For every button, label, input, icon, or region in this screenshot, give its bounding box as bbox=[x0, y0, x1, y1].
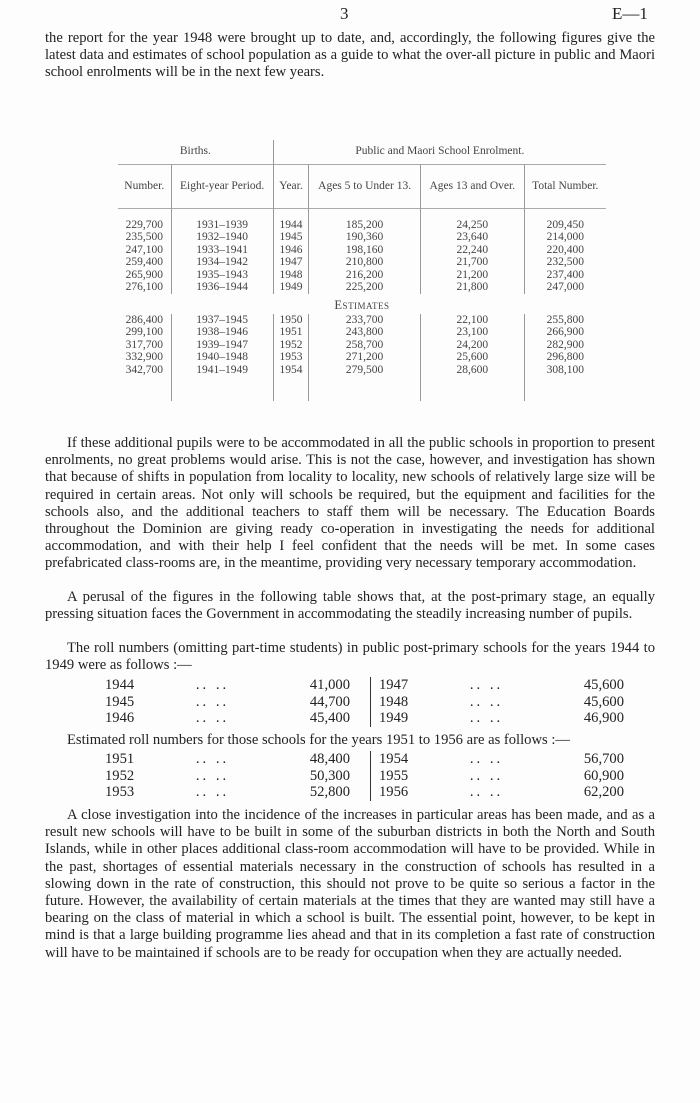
roll-value: 45,400 bbox=[309, 710, 350, 726]
roll-year: 1951 bbox=[105, 751, 135, 767]
table-row bbox=[118, 256, 606, 269]
roll-value: 50,300 bbox=[309, 767, 350, 784]
column-header: Ages 13 and Over. bbox=[420, 164, 524, 208]
roll-value: 45,600 bbox=[583, 677, 624, 693]
roll-year: 1952 bbox=[105, 767, 135, 784]
table-row bbox=[118, 364, 606, 377]
table-cell: 1952 bbox=[273, 339, 309, 352]
table-cell: 237,400 bbox=[524, 269, 606, 282]
table-cell: 233,700 bbox=[309, 314, 421, 327]
leader-dots: .. .. bbox=[195, 784, 230, 800]
table-cell: 1935–1943 bbox=[171, 269, 273, 282]
roll-year: 1944 bbox=[105, 677, 135, 693]
roll-row bbox=[105, 694, 635, 711]
paragraph-post-primary: A perusal of the figures in the following table shows that, at the post-primary stage, an equally pressing situation faces the Government in accommodating the steadily increasing number of pupils. bbox=[45, 589, 655, 623]
leader-dots: .. .. bbox=[469, 751, 504, 767]
leader-dots: .. .. bbox=[195, 693, 230, 710]
roll-value: 62,200 bbox=[583, 784, 624, 800]
column-header: Ages 5 to Under 13. bbox=[309, 164, 421, 208]
roll-list-estimated bbox=[105, 751, 635, 801]
column-header: Eight-year Period. bbox=[171, 164, 273, 208]
table-cell: 1951 bbox=[273, 326, 309, 339]
table-row bbox=[118, 269, 606, 282]
table-cell: 258,700 bbox=[309, 339, 421, 352]
table-cell: 1948 bbox=[273, 269, 309, 282]
table-cell: 1937–1945 bbox=[171, 314, 273, 327]
roll-year: 1947 bbox=[379, 677, 409, 693]
table-cell: 1932–1940 bbox=[171, 231, 273, 244]
column-header: Year. bbox=[273, 164, 309, 208]
table-cell: 21,800 bbox=[420, 281, 524, 294]
table-cell: 216,200 bbox=[309, 269, 421, 282]
paragraph-accommodation: If these additional pupils were to be accommodated in all the public schools in proportion to present enrolments, no great problems would arise. This is not the case, however, and investigation has shown that because of shifts in population from locality to locality, new schools of relatively large size will be required in certain areas. Not only will schools be required, but the equipment and facilities for the schools also, and the additional teachers to staff them will be necessary. The Education Boards throughout the Dominion are giving ready co-operation in investigating the needs for additional accommodation, and with their help I feel confident that the needs will be met. In some cases prefabricated class-rooms are, in the meantime, providing very necessary temporary accommodation. bbox=[45, 435, 655, 572]
table-cell: 1934–1942 bbox=[171, 256, 273, 269]
leader-dots: .. .. bbox=[469, 710, 504, 726]
table-cell: 1950 bbox=[273, 314, 309, 327]
roll-value: 52,800 bbox=[309, 784, 350, 800]
table-row bbox=[118, 231, 606, 244]
table-row bbox=[118, 326, 606, 339]
roll-value: 45,600 bbox=[583, 693, 624, 710]
table-cell: 247,000 bbox=[524, 281, 606, 294]
column-header: Number. bbox=[124, 179, 165, 192]
leader-dots: .. .. bbox=[195, 767, 230, 784]
table-cell: 342,700 bbox=[125, 364, 163, 377]
roll-year: 1954 bbox=[379, 751, 409, 767]
table-row bbox=[118, 351, 606, 364]
roll-value: 56,700 bbox=[583, 751, 624, 767]
paragraph-roll-numbers: The roll numbers (omitting part-time students) in public post-primary schools for the years 1944 to 1949 were as follows :— bbox=[45, 640, 655, 674]
table-cell: 259,400 bbox=[125, 256, 163, 269]
births-group-header: Births. bbox=[179, 145, 211, 158]
table-cell: 24,250 bbox=[420, 208, 524, 231]
estimates-label: Estimates bbox=[334, 298, 390, 313]
leader-dots: .. .. bbox=[195, 677, 230, 693]
table-cell: 1946 bbox=[273, 244, 309, 257]
leader-dots: .. .. bbox=[469, 767, 504, 784]
table-cell: 23,640 bbox=[420, 231, 524, 244]
table-cell: 229,700 bbox=[125, 218, 163, 231]
table-row bbox=[118, 244, 606, 257]
table-cell: 21,200 bbox=[420, 269, 524, 282]
column-header: Total Number. bbox=[524, 164, 606, 208]
leader-dots: .. .. bbox=[195, 751, 230, 767]
school-population-table bbox=[118, 140, 606, 401]
table-cell: 265,900 bbox=[125, 268, 163, 281]
roll-year: 1949 bbox=[379, 710, 409, 726]
table-cell: 296,800 bbox=[524, 351, 606, 364]
table-cell: 1933–1941 bbox=[171, 244, 273, 257]
paragraph-estimated-roll: Estimated roll numbers for those schools for the years 1951 to 1956 are as follows :— bbox=[67, 732, 570, 748]
table-cell: 276,100 bbox=[125, 281, 163, 294]
table-cell: 1938–1946 bbox=[171, 326, 273, 339]
table-cell: 299,100 bbox=[125, 326, 163, 339]
table-cell: 271,200 bbox=[309, 351, 421, 364]
roll-row bbox=[105, 677, 635, 694]
table-row bbox=[118, 314, 606, 327]
table-cell: 332,900 bbox=[125, 351, 163, 364]
table-cell: 24,200 bbox=[420, 339, 524, 352]
table-cell: 1947 bbox=[273, 256, 309, 269]
roll-row bbox=[105, 710, 635, 727]
paragraph-investigation: A close investigation into the incidence of the increases in particular areas has been made, and as a result new schools will have to be built in some of the suburban districts in both the North and South Islands, while in other places additional class-room accommodation will have to be provided. While in the past, shortages of essential materials necessary in the construction of schools has resulted in a slowing down in the rate of construction, this should not prove to be quite so serious a factor in the future. However, the availability of certain materials at the times that they are wanted may still have a bearing on the class of material in which a school is built. The essential point, however, to be kept in mind is that a large building programme lies ahead and that in its completion a fast rate of construction will have to be maintained if schools are to be ready for occupation when they are actually needed. bbox=[45, 807, 655, 961]
intro-paragraph: the report for the year 1948 were brought up to date, and, accordingly, the following figures give the latest data and estimates of school population as a guide to what the over-all picture in public and Maori school enrolments will be in the next few years. bbox=[45, 30, 655, 81]
roll-year: 1945 bbox=[105, 693, 135, 710]
roll-list-actual bbox=[105, 677, 635, 727]
table-cell: 23,100 bbox=[420, 326, 524, 339]
table-cell: 25,600 bbox=[420, 351, 524, 364]
roll-row bbox=[105, 751, 635, 768]
table-cell: 1939–1947 bbox=[171, 339, 273, 352]
table-cell: 308,100 bbox=[524, 364, 606, 377]
roll-year: 1953 bbox=[105, 784, 135, 800]
table-cell: 198,160 bbox=[309, 244, 421, 257]
table-cell: 22,100 bbox=[420, 314, 524, 327]
table-cell: 22,240 bbox=[420, 244, 524, 257]
table-cell: 210,800 bbox=[309, 256, 421, 269]
roll-value: 60,900 bbox=[583, 767, 624, 784]
table-cell: 185,200 bbox=[309, 208, 421, 231]
leader-dots: .. .. bbox=[469, 784, 504, 800]
table-cell: 1954 bbox=[273, 364, 309, 377]
table-row bbox=[118, 208, 606, 231]
table-row bbox=[118, 281, 606, 294]
table-cell: 1945 bbox=[273, 231, 309, 244]
table-cell: 21,700 bbox=[420, 256, 524, 269]
roll-value: 48,400 bbox=[309, 751, 350, 767]
table-cell: 286,400 bbox=[125, 313, 163, 326]
roll-value: 41,000 bbox=[309, 677, 350, 693]
table-cell: 282,900 bbox=[524, 339, 606, 352]
table-cell: 1953 bbox=[273, 351, 309, 364]
table-cell: 255,800 bbox=[524, 314, 606, 327]
roll-row bbox=[105, 768, 635, 785]
roll-value: 46,900 bbox=[583, 710, 624, 726]
table-cell: 1936–1944 bbox=[171, 281, 273, 294]
table-cell: 235,500 bbox=[125, 231, 163, 244]
table-cell: 1941–1949 bbox=[171, 364, 273, 377]
leader-dots: .. .. bbox=[195, 710, 230, 726]
table-cell: 1949 bbox=[273, 281, 309, 294]
table-cell: 190,360 bbox=[309, 231, 421, 244]
table-cell: 317,700 bbox=[125, 338, 163, 351]
table-cell: 1944 bbox=[273, 208, 309, 231]
roll-year: 1948 bbox=[379, 693, 409, 710]
enrolment-group-header: Public and Maori School Enrolment. bbox=[273, 140, 606, 164]
table-cell: 279,500 bbox=[309, 364, 421, 377]
table-cell: 1940–1948 bbox=[171, 351, 273, 364]
roll-year: 1956 bbox=[379, 784, 409, 800]
table-cell: 232,500 bbox=[524, 256, 606, 269]
leader-dots: .. .. bbox=[469, 677, 504, 693]
table-cell: 214,000 bbox=[524, 231, 606, 244]
roll-year: 1946 bbox=[105, 710, 135, 726]
page-number: 3 bbox=[340, 4, 349, 23]
section-code: E—1 bbox=[612, 4, 648, 23]
table-cell: 209,450 bbox=[524, 208, 606, 231]
roll-year: 1955 bbox=[379, 767, 409, 784]
table-row bbox=[118, 339, 606, 352]
table-cell: 28,600 bbox=[420, 364, 524, 377]
table-cell: 247,100 bbox=[125, 243, 163, 256]
table-cell: 220,400 bbox=[524, 244, 606, 257]
roll-value: 44,700 bbox=[309, 693, 350, 710]
table-cell: 1931–1939 bbox=[171, 208, 273, 231]
table-cell: 225,200 bbox=[309, 281, 421, 294]
table-cell: 243,800 bbox=[309, 326, 421, 339]
roll-row bbox=[105, 784, 635, 801]
leader-dots: .. .. bbox=[469, 693, 504, 710]
table-cell: 266,900 bbox=[524, 326, 606, 339]
